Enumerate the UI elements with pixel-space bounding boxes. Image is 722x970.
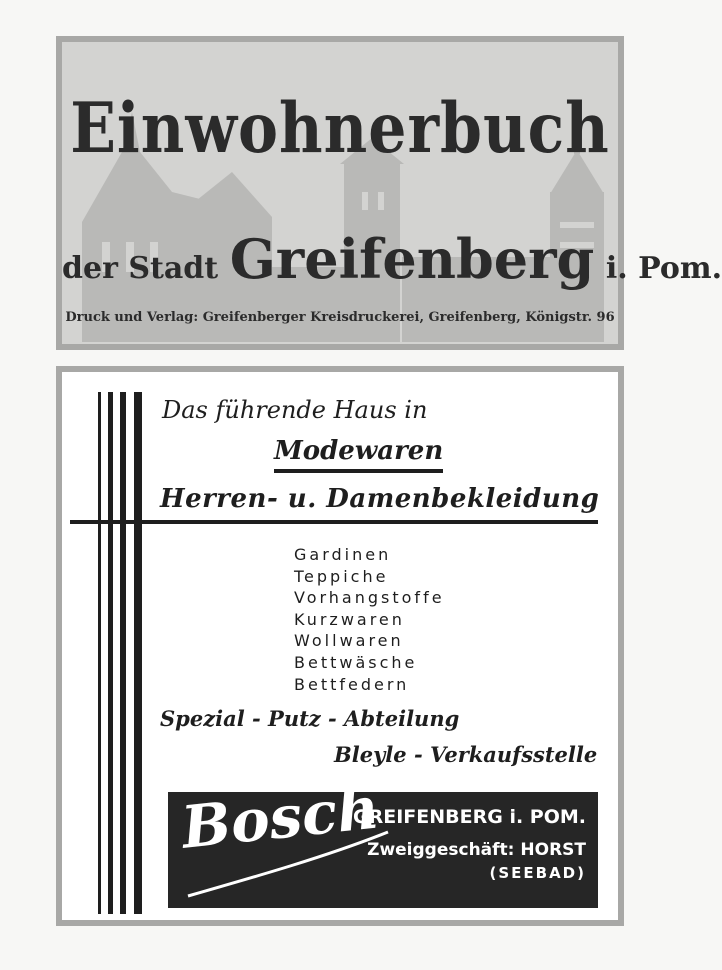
publisher-imprint: Druck und Verlag: Greifenberger Kreisdruckerei, Greifenberg, Königstr. 96	[65, 310, 615, 325]
special-department: Spezial - Putz - Abteilung	[160, 706, 460, 731]
decorative-bar	[120, 392, 126, 914]
decorative-bar	[98, 392, 101, 914]
goods-item: Gardinen	[294, 545, 392, 564]
store-banner	[168, 773, 598, 908]
title-panel	[56, 36, 722, 350]
decorative-rule	[70, 520, 598, 524]
ad-clothing: Herren- u. Damenbekleidung	[160, 484, 600, 514]
ad-intro: Das führende Haus in	[162, 396, 428, 424]
goods-item: Kurzwaren	[294, 609, 405, 629]
store-location: GREIFENBERG i. POM.	[353, 806, 586, 828]
store-logo: Bosch	[178, 773, 383, 862]
goods-list	[294, 544, 445, 695]
store-branch: Zweiggeschäft: HORST	[367, 840, 586, 860]
city-suffix: i. Pom.	[605, 251, 722, 286]
city-name: Greifenberg	[229, 227, 595, 291]
store-branch-note: (SEEBAD)	[489, 864, 586, 882]
goods-item: Bettwäsche	[294, 652, 418, 672]
city-prefix: der Stadt	[62, 251, 219, 286]
advertisement-panel	[56, 366, 624, 926]
goods-item: Teppiche	[294, 566, 389, 586]
town-skyline-illustration	[62, 42, 618, 344]
ad-category: Modewaren	[274, 436, 443, 473]
city-line	[62, 227, 722, 291]
goods-item: Vorhangstoffe	[294, 588, 445, 608]
book-title: Einwohnerbuch	[70, 88, 610, 170]
goods-item: Bettfedern	[294, 674, 410, 694]
decorative-bar	[108, 392, 113, 914]
sales-point: Bleyle - Verkaufsstelle	[334, 742, 598, 767]
decorative-bar	[134, 392, 142, 914]
goods-item: Wollwaren	[294, 631, 404, 651]
